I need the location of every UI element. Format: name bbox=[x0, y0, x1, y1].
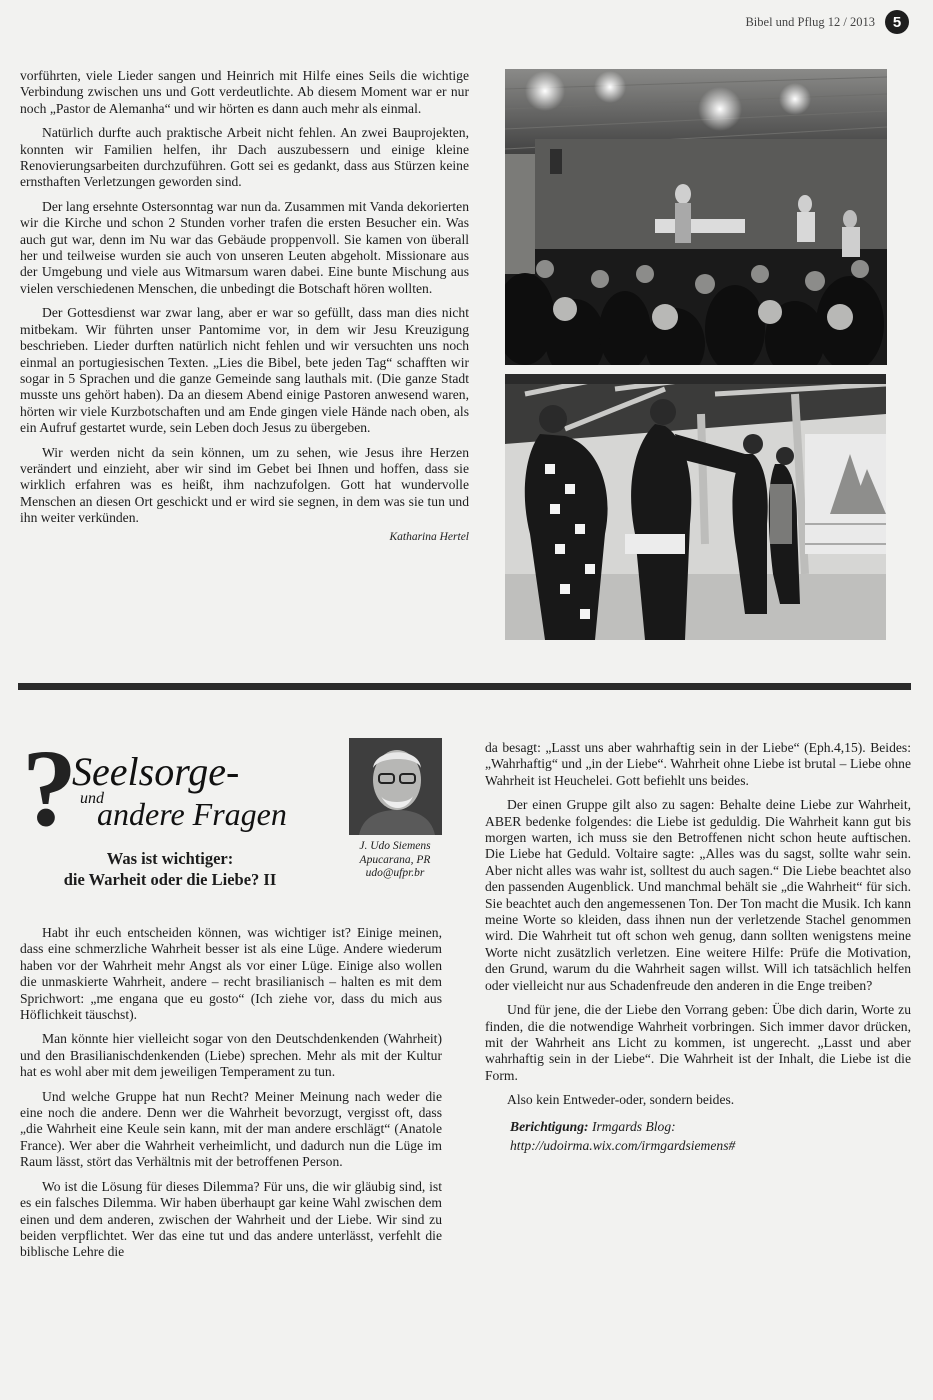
title-line-1: Was ist wichtiger: bbox=[106, 849, 234, 868]
paragraph: Also kein Entweder-oder, sondern beides. bbox=[507, 1092, 735, 1108]
top-article bbox=[20, 68, 469, 545]
article-author: Katharina Hertel bbox=[389, 530, 469, 543]
author-email: udo@ufpr.br bbox=[365, 867, 425, 879]
paragraph: Natürlich durfte auch praktische Arbeit nicht fehlen. An zwei Bauprojekten, konnten wir Familien helfen, ihr Dach auszubessern und einige kleine Renovierungsarbeiten durchzuführen. Gott sei es gedankt, dass aus Stürzen keine ernsthaften Verletzungen geworden sind. bbox=[20, 125, 469, 190]
section-divider bbox=[18, 683, 911, 690]
author-portrait bbox=[349, 738, 442, 835]
church-congregation-photo bbox=[505, 69, 887, 365]
page-header bbox=[745, 10, 909, 34]
youth-pavilion-photo bbox=[505, 374, 886, 640]
running-title: Bibel und Pflug 12 / 2013 bbox=[745, 14, 875, 29]
correction-note bbox=[485, 1117, 911, 1155]
paragraph: Man könnte hier vielleicht sogar von den Deutschdenkenden (Wahrheit) und den Brasilianischdenkenden (Liebe) sprechen. Mehr als mit der Kultur hat es wohl aber mit dem jeweiligen Temperament zu tun. bbox=[20, 1031, 442, 1080]
title-line-2: die Warheit oder die Liebe? II bbox=[63, 870, 277, 889]
paragraph: vorführten, viele Lieder sangen und Heinrich mit Hilfe eines Seils die wichtige Verbindung zwischen uns und Gott verdeutlichte. Ab diesem Moment war er nur noch „Pastor de Alemanha“ und wir hörten es dann auch mehr als einmal. bbox=[20, 68, 469, 116]
paragraph: Und für jene, die der Liebe den Vorrang geben: Übe dich darin, Worte zu finden, die die notwendige Wahrheit vorbringen. Sich immer davor drücken, mit der Wahrheit ans Licht zu kommen, ist ungerecht. „Lasst und aber wahrhaftig sein in der Liebe“. Die Wahrheit ist der Inhalt, die Liebe ist die Form. bbox=[485, 1002, 911, 1083]
paragraph: da besagt: „Lasst uns aber wahrhaftig sein in der Liebe“ (Eph.4,15). Beides: „Wahrhaftig“ und „in der Liebe“. Wahrheit ohne Liebe ist brutal – Liebe ohne Wahrheit ist Heuchelei. Gott befiehlt uns beides. bbox=[485, 740, 911, 788]
column-left-text bbox=[20, 925, 442, 1269]
logo-text-fragen: andere Fragen bbox=[97, 796, 287, 832]
paragraph: Wir werden nicht da sein können, um zu sehen, wie Jesus ihre Herzen verändert und einzieht, aber wir sind im Gebet bei Ihnen und hoffen, dass sie wirklich erfahren was es heißt, ihm nachzufolgen. Gott hat wundervolle Menschen an diesen Ort geschickt und er wird sie segnen, in dem was sie tun und ihn weiter verkünden. bbox=[20, 444, 469, 526]
page-number: 5 bbox=[885, 10, 909, 34]
paragraph: Der Gottesdienst war zwar lang, aber er war so gefüllt, dass man dies nicht mitbekam. Wir führten unser Pantomime vor, in dem wir Jesu Kreuzigung beschrieben. Lieder durften natürlich nicht fehlen und wir versuchten uns noch einmal an portugiesischen Texten. „Lies die Bibel, bete jeden Tag“ schafften wir sogar in 5 Sprachen und die ganze Gemeinde sang lauthals mit. (Die ganze Stadt musste uns gehört haben). Da an diesem Abend einige Pastoren anwesend waren, hörten wir viele Kurzbotschaften und am Ende gingen viele Hände nach oben, als ein Aufruf gestartet wurde, sein Leben doch Jesus zu übergeben. bbox=[20, 305, 469, 436]
correction-url[interactable]: http://udoirma.wix.com/irmgardsiemens# bbox=[510, 1137, 736, 1153]
author-place: Apucarana, PR bbox=[359, 853, 431, 866]
author-byline bbox=[330, 840, 460, 881]
paragraph: Der einen Gruppe gilt also zu sagen: Behalte deine Liebe zur Wahrheit, ABER bedenke folgendes: die Liebe ist geduldig. Die Wahrheit kann gut bis morgen warten, ich muss sie den Betroffenen nicht schon heute auftischen. Die Liebe hat Geduld. Voltaire sagte: „Alles was du sagst, sollte wahr sein. Aber nicht alles was wahr ist, solltest du auch sagen.“ Die Liebe beachtet also den passenden Augenblick. Und manchmal behält sie „die Wahrheit“ für sich. Sie beachtet auch den angemessenen Ton. Der Ton macht die Musik. Ich kann meine Worte so kleiden, dass ihnen nun der verletzende Stachel genommen wird. Die Wahrheit tut oft schon weh genug, dann sollten wenigstens meine Worte nicht zusätzlich verletzen. Eine weitere Hilfe: Prüfe die Motivation, den Grund, warum du die Wahrheit sagen willst. Will ich tatsächlich helfen oder vielleicht nur aus Schadenfreude den anderen in die Enge treiben? bbox=[485, 797, 911, 993]
paragraph: Habt ihr euch entscheiden können, was wichtiger ist? Einige meinen, dass eine schmerzliche Wahrheit besser ist als eine Lüge. Andere wiederum haben vor der Wahrheit mehr Angst als vor einer Lüge. Einige also wollen die unmaskierte Wahrheit, andere – recht brasilianisch – halten es mit dem Sprichwort: „me engana que eu gosto“ (Ich ziehe vor, dass du mich aus Höflichkeit täuschst). bbox=[20, 925, 442, 1023]
paragraph: Wo ist die Lösung für dieses Dilemma? Für uns, die wir gläubig sind, ist es ein falsches Dilemma. Wir haben überhaupt gar keine Wahl zwischen dem einen und dem anderen, zwischen der Wahrheit und der Liebe. Wir sind zu beiden verpflichtet. Wer das eine tut und das andere unterlässt, verfehlt die biblische Lehre die bbox=[20, 1178, 442, 1260]
paragraph: Und welche Gruppe hat nun Recht? Meiner Meinung nach weder die eine noch die andere. Denn wer die Wahrheit bevorzugt, vergisst oft, dass „die Wahrheit eine Keule sein kann, mit der man andere erschlägt“ (Anatole France). Wer aber die Wahrheit verheimlicht, und dadurch nun die Lüge im Raum lässt, stört das Verhältnis mit der betroffenen Person. bbox=[20, 1088, 442, 1170]
column-logo bbox=[22, 733, 292, 833]
correction-label: Berichtigung: bbox=[510, 1118, 589, 1134]
correction-text: Irmgards Blog: bbox=[591, 1118, 676, 1134]
logo-text-seelsorge: Seelsorge- bbox=[72, 749, 240, 794]
author-name: J. Udo Siemens bbox=[359, 840, 431, 852]
svg-text:?: ? bbox=[22, 733, 77, 833]
logo-text-und: und bbox=[80, 790, 104, 807]
paragraph: Der lang ersehnte Ostersonntag war nun da. Zusammen mit Vanda dekorierten wir die Kirche und schon 2 Stunden vorher trafen die ersten Besucher ein. Was auch gut war, denn im Nu war das Gebäude proppenvoll. Sie kamen von überall her und teilweise wurden sie auch von unseren Leuten abgeholt. Missionare aus der Umgebung und viele aus Witmarsum waren dabei. Eine bunte Mischung aus vielen verschiedenen Menschen, die unbedingt die Botschaft hören wollten. bbox=[20, 198, 469, 296]
column-right-text bbox=[485, 740, 911, 1163]
column-title bbox=[20, 848, 320, 890]
